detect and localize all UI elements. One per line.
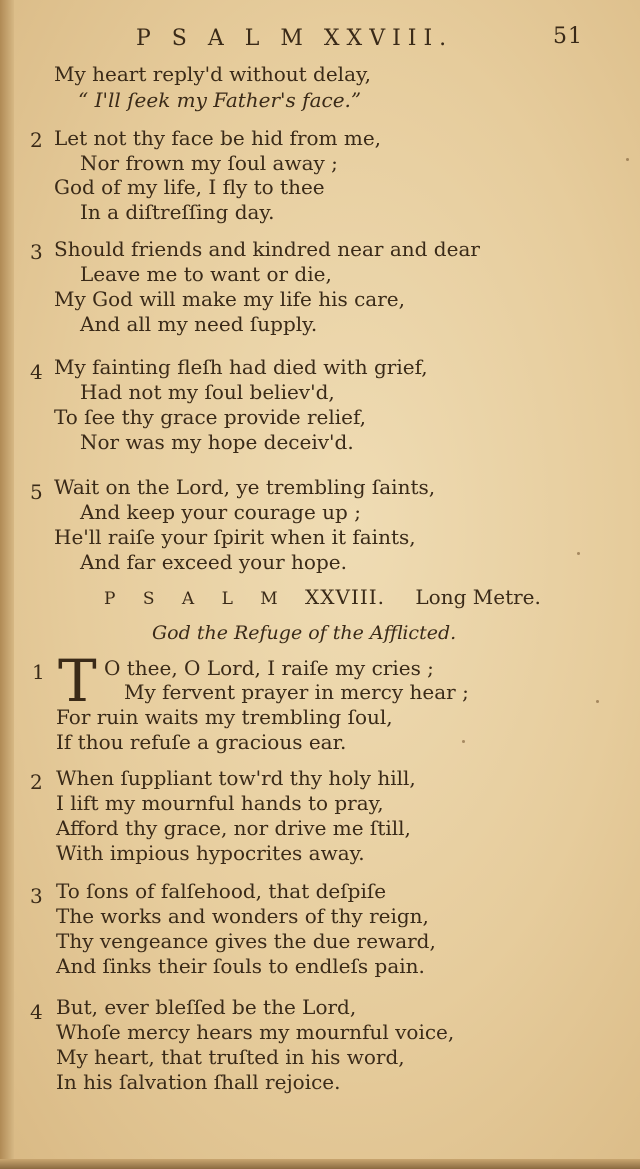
verse-line: Had not my ſoul believ'd, xyxy=(80,380,335,404)
verse-line: To ſons of falſehood, that deſpiſe xyxy=(56,879,387,903)
verse-line: Whoſe mercy hears my mournful voice, xyxy=(56,1020,455,1044)
verse-number: 3 xyxy=(30,884,43,908)
paper-speck xyxy=(577,552,580,555)
verse-line: In a diſtreſſing day. xyxy=(80,200,275,224)
paper-speck xyxy=(596,700,599,703)
verse-line: When ſuppliant tow'rd thy holy hill, xyxy=(56,766,416,790)
verse-number: 1 xyxy=(32,660,45,684)
verse-line: My heart reply'd without delay, xyxy=(54,62,371,86)
psalm-metre: Long Metre. xyxy=(415,585,541,609)
verse-line: In his ſalvation ſhall rejoice. xyxy=(56,1070,341,1094)
drop-cap: T xyxy=(58,647,97,715)
verse-line: With impious hypocrites away. xyxy=(56,841,365,865)
verse-line: Should friends and kindred near and dear xyxy=(54,237,480,261)
verse-line: And all my need ſupply. xyxy=(80,312,318,336)
page-gutter-edge xyxy=(0,0,14,1169)
verse-line: God of my life, I fly to thee xyxy=(54,175,325,199)
verse-number: 3 xyxy=(30,240,43,264)
page-bottom-edge xyxy=(0,1159,640,1169)
verse-line: And keep your courage up ; xyxy=(80,500,361,524)
psalm-subtitle: God the Refuge of the Afflicted. xyxy=(152,622,457,644)
verse-line: Afford thy grace, nor drive me ſtill, xyxy=(56,816,411,840)
running-head: P S A L M XXVIII. xyxy=(136,26,454,51)
verse-line: O thee, O Lord, I raiſe my cries ; xyxy=(104,656,434,680)
verse-number: 2 xyxy=(30,128,43,152)
verse-line: I lift my mournful hands to pray, xyxy=(56,791,384,815)
verse-line: “ I'll ſeek my Father's face.” xyxy=(78,88,362,112)
verse-line: If thou refuſe a gracious ear. xyxy=(56,730,347,754)
page-number: 51 xyxy=(553,24,583,49)
verse-line: Leave me to want or die, xyxy=(80,262,332,286)
verse-line: Nor frown my ſoul away ; xyxy=(80,151,338,175)
verse-line: He'll raiſe your ſpirit when it faints, xyxy=(54,525,416,549)
verse-number: 2 xyxy=(30,770,43,794)
psalm-heading-number: XXVIII. xyxy=(305,585,386,609)
verse-line: My heart, that truſted in his word, xyxy=(56,1045,405,1069)
paper-speck xyxy=(626,158,629,161)
verse-line: Thy vengeance gives the due reward, xyxy=(56,929,436,953)
verse-line: But, ever bleſſed be the Lord, xyxy=(56,995,357,1019)
verse-line: Wait on the Lord, ye trembling ſaints, xyxy=(54,475,436,499)
psalm-heading-word: P S A L M xyxy=(104,589,289,609)
verse-line: Nor was my hope deceiv'd. xyxy=(80,430,354,454)
verse-number: 4 xyxy=(30,360,43,384)
verse-line: My fainting fleſh had died with grief, xyxy=(54,355,428,379)
verse-number: 5 xyxy=(30,480,43,504)
psalm-heading xyxy=(104,585,541,609)
verse-line: And far exceed your hope. xyxy=(80,550,347,574)
verse-line: The works and wonders of thy reign, xyxy=(56,904,429,928)
verse-line: My fervent prayer in mercy hear ; xyxy=(124,680,469,704)
verse-line: To ſee thy grace provide relief, xyxy=(54,405,367,429)
verse-line: Let not thy face be hid from me, xyxy=(54,126,382,150)
verse-number: 4 xyxy=(30,1000,43,1024)
verse-line: And ſinks their ſouls to endleſs pain. xyxy=(56,954,425,978)
verse-line: My God will make my life his care, xyxy=(54,287,405,311)
verse-line: For ruin waits my trembling ſoul, xyxy=(56,705,393,729)
paper-speck xyxy=(462,740,465,743)
